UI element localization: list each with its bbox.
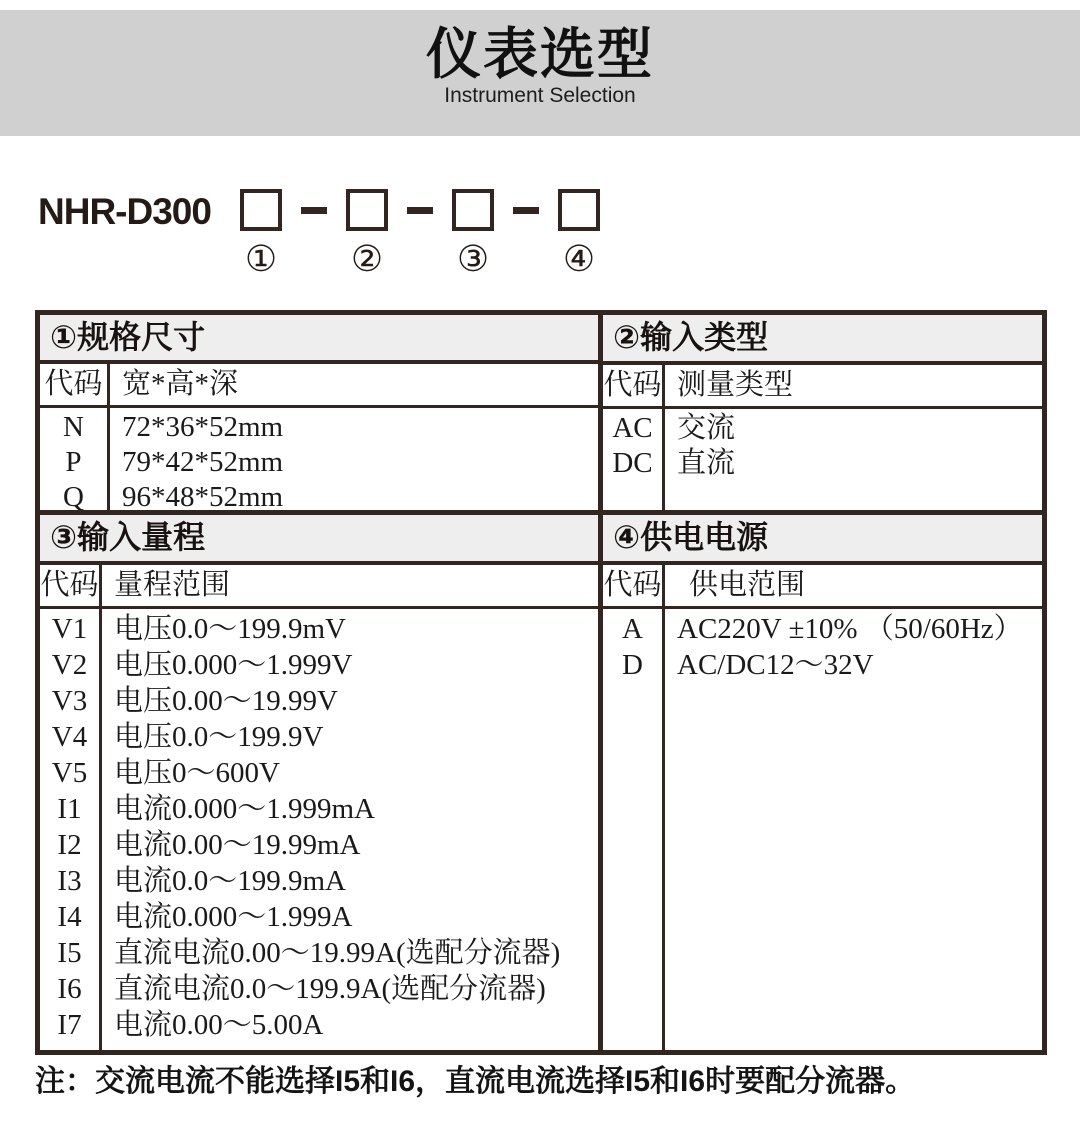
code-cell: I7 xyxy=(57,1009,82,1041)
code-cell: I3 xyxy=(57,865,82,897)
value-cells xyxy=(102,609,598,1050)
value-cell: 电流0.00～5.00A xyxy=(114,1009,324,1041)
value-cell: 直流 xyxy=(677,447,736,479)
code-cell: AC xyxy=(612,412,653,444)
code-cell: DC xyxy=(612,447,653,479)
value-cell: 电压0～600V xyxy=(114,757,280,789)
section-data xyxy=(40,408,598,515)
code-column-header: 代码 xyxy=(40,565,102,606)
value-cell: AC/DC12～32V xyxy=(677,649,874,681)
code-column-header: 代码 xyxy=(603,365,665,406)
code-cell: I6 xyxy=(57,973,82,1005)
code-cell: A xyxy=(622,613,643,645)
value-cell: 96*48*52mm xyxy=(122,481,284,513)
value-cell: 电压0.00～19.99V xyxy=(114,685,338,717)
code-cell: N xyxy=(63,411,84,443)
code-cell: I4 xyxy=(57,901,82,933)
section-power-supply xyxy=(603,515,1042,1050)
section-input-range xyxy=(40,515,603,1050)
value-cell: 直流电流0.00～19.99A(选配分流器) xyxy=(114,937,561,969)
model-prefix: NHR-D300 xyxy=(38,191,211,232)
section-title: ②输入类型 xyxy=(603,315,1042,365)
section-title: ①规格尺寸 xyxy=(40,315,598,364)
footnote: 注：交流电流不能选择I5和I6，直流电流选择I5和I6时要配分流器。 xyxy=(35,1065,916,1098)
code-column-header: 代码 xyxy=(603,565,665,606)
model-code-box-1 xyxy=(240,189,282,231)
code-cells xyxy=(603,609,665,1050)
value-column-header: 宽*高*深 xyxy=(122,368,239,400)
value-cell: 电流0.0～199.9mA xyxy=(114,865,347,897)
selection-table xyxy=(35,310,1047,1055)
section-subheader xyxy=(40,565,598,609)
section-spec-size xyxy=(40,315,603,515)
code-cells xyxy=(40,408,110,515)
code-cell: Q xyxy=(63,481,84,513)
value-column-header: 供电范围 xyxy=(689,569,806,601)
section-input-type xyxy=(603,315,1042,515)
section-data xyxy=(603,609,1042,1050)
value-cell: 电流0.000～1.999mA xyxy=(114,793,376,825)
code-cell: V5 xyxy=(51,757,88,789)
dash-separator-3 xyxy=(513,207,539,214)
value-cell: 电流0.00～19.99mA xyxy=(114,829,361,861)
code-cell: V1 xyxy=(51,613,88,645)
dash-separator-2 xyxy=(407,207,433,214)
value-cell: 72*36*52mm xyxy=(122,411,284,443)
section-title: ④供电电源 xyxy=(603,515,1042,565)
page-title: 仪表选型 xyxy=(425,23,654,85)
code-column-header: 代码 xyxy=(40,364,110,405)
value-cell: 电压0.0～199.9mV xyxy=(114,613,347,645)
value-cells xyxy=(110,408,598,515)
section-data xyxy=(603,409,1042,510)
position-number-3: ③ xyxy=(456,239,490,279)
code-cell: I2 xyxy=(57,829,82,861)
code-cell: D xyxy=(622,649,643,681)
value-cell: 电压0.0～199.9V xyxy=(114,721,324,753)
model-code-box-4 xyxy=(558,189,600,231)
code-cell: I1 xyxy=(57,793,82,825)
code-cell: I5 xyxy=(57,937,82,969)
section-subheader xyxy=(603,565,1042,609)
position-number-2: ② xyxy=(350,239,384,279)
code-cell: V4 xyxy=(51,721,88,753)
model-code-box-2 xyxy=(346,189,388,231)
value-cell: 79*42*52mm xyxy=(122,446,284,478)
title-banner xyxy=(0,10,1080,136)
page-subtitle: Instrument Selection xyxy=(444,84,636,107)
section-subheader xyxy=(40,364,598,408)
value-cells xyxy=(665,609,1042,1050)
value-column-header: 测量类型 xyxy=(677,369,794,401)
position-number-4: ④ xyxy=(562,239,596,279)
code-cell: V2 xyxy=(51,649,88,681)
position-number-1: ① xyxy=(244,239,278,279)
dash-separator-1 xyxy=(301,207,327,214)
value-cell: 电流0.000～1.999A xyxy=(114,901,353,933)
value-cell: 直流电流0.0～199.9A(选配分流器) xyxy=(114,973,546,1005)
value-cell: 交流 xyxy=(677,412,736,444)
section-subheader xyxy=(603,365,1042,409)
code-cells xyxy=(40,609,102,1050)
code-cell: P xyxy=(65,446,82,478)
code-cells xyxy=(603,409,665,510)
model-code-box-3 xyxy=(452,189,494,231)
code-cell: V3 xyxy=(51,685,88,717)
value-cell: AC220V ±10% （50/60Hz） xyxy=(677,613,1023,645)
section-title: ③输入量程 xyxy=(40,515,598,565)
value-cells xyxy=(665,409,1042,510)
section-data xyxy=(40,609,598,1050)
value-column-header: 量程范围 xyxy=(114,569,231,601)
value-cell: 电压0.000～1.999V xyxy=(114,649,353,681)
